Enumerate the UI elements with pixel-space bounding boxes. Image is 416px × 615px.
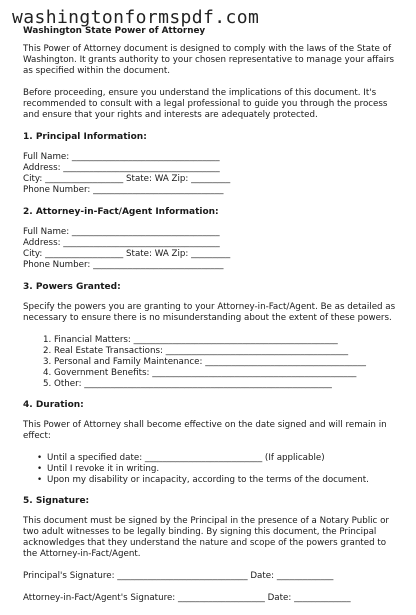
principal-heading: 1. Principal Information: [23,132,147,142]
principal-full-name-field[interactable]: Full Name: __________________________________ [23,152,220,162]
signature-heading: 5. Signature: [23,496,90,506]
site-watermark: washingtonformspdf.com [12,7,260,28]
document-body [23,44,398,615]
signature-description: This document must be signed by the Principal in the presence of a Notary Public or two adult witnesses to be legally binding. By signing this document, the Principal acknowledges that they understand the nature and scope of the powers granted to the Attorney-in-Fact/Agent. [23,516,389,559]
principal-city-state-zip-field[interactable]: City: __________________ State: WA Zip: _________ [23,174,231,184]
attorney-full-name-field[interactable]: Full Name: __________________________________ [23,227,220,237]
powers-description: Specify the powers you are granting to your Attorney-in-Fact/Agent. Be as detailed as necessary to ensure there is no misunderstanding about the extent of these powers. [23,302,396,323]
intro-paragraph-2: Before proceeding, ensure you understand the implications of this document. It's recommended to consult with a legal professional to guide you through the process and ensure that your rights and interests are adequately protected. [23,88,388,120]
attorney-fields [23,227,398,271]
duration-options [37,453,398,486]
power-real-estate-field[interactable]: 2. Real Estate Transactions: __________________________________________ [43,346,349,356]
document-title: Washington State Power of Attorney [23,26,206,36]
attorney-phone-field[interactable]: Phone Number: ______________________________ [23,260,224,270]
duration-description: This Power of Attorney shall become effective on the date signed and will remain in effect: [23,420,387,441]
power-financial-field[interactable]: 1. Financial Matters: _______________________________________________ [43,335,338,345]
attorney-signature-line[interactable]: Attorney-in-Fact/Agent's Signature: ____________________ Date: _____________ [23,593,351,603]
duration-specified-date-option[interactable]: • Until a specified date: ___________________________ (If applicable) [47,453,398,464]
power-government-benefits-field[interactable]: 4. Government Benefits: _______________________________________________ [43,368,357,378]
duration-heading: 4. Duration: [23,400,84,410]
powers-list [23,335,398,390]
principal-signature-line[interactable]: Principal's Signature: ______________________________ Date: _____________ [23,571,334,581]
duration-incapacity-option: • Upon my disability or incapacity, according to the terms of the document. [47,475,398,486]
attorney-city-state-zip-field[interactable]: City: __________________ State: WA Zip: _________ [23,249,231,259]
intro-paragraph-1: This Power of Attorney document is designed to comply with the laws of the State of Washington. It grants authority to your chosen representative to manage your affairs as specified within the document. [23,44,395,76]
attorney-address-field[interactable]: Address: ____________________________________ [23,238,220,248]
duration-revoke-option: • Until I revoke it in writing. [47,464,398,475]
powers-heading: 3. Powers Granted: [23,282,121,292]
attorney-heading: 2. Attorney-in-Fact/Agent Information: [23,207,219,217]
principal-fields [23,152,398,196]
power-family-maintenance-field[interactable]: 3. Personal and Family Maintenance: _____________________________________ [43,357,366,367]
principal-phone-field[interactable]: Phone Number: ______________________________ [23,185,224,195]
principal-address-field[interactable]: Address: ____________________________________ [23,163,220,173]
power-other-field[interactable]: 5. Other: _________________________________________________________ [43,379,332,389]
